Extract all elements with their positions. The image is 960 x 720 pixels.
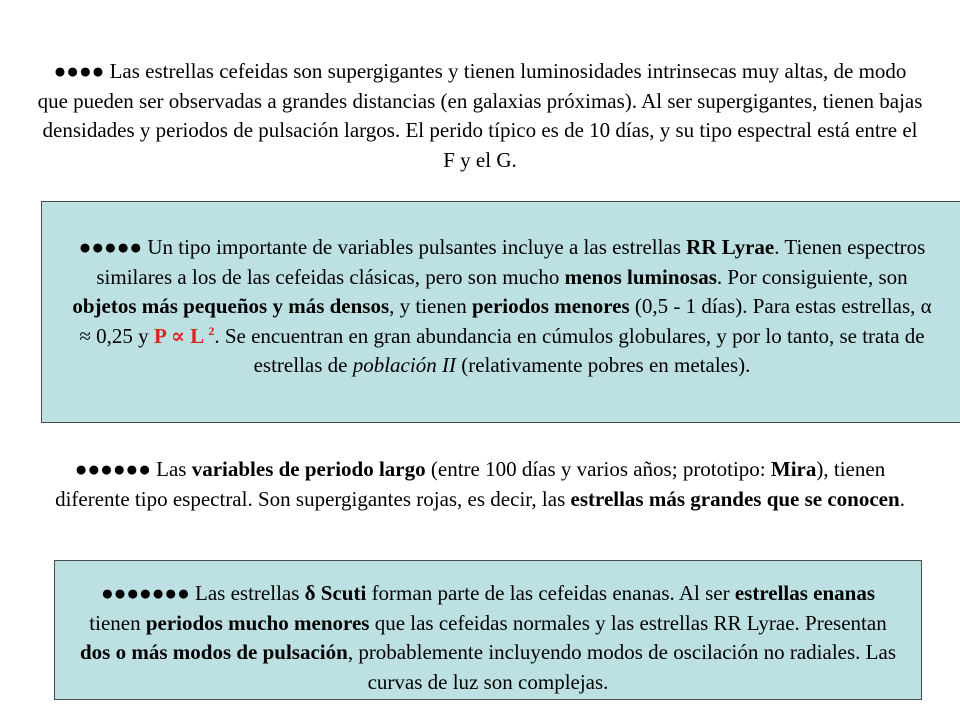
- term-variables-periodo-largo: variables de periodo largo: [191, 457, 426, 481]
- text-segment: , probablemente incluyendo modos de oscilación no radiales. Las curvas de luz son complejas.: [347, 640, 896, 694]
- alpha-symbol: α: [920, 294, 932, 318]
- text-segment: (relativamente pobres en metales).: [455, 353, 751, 377]
- text-segment: Las estrellas: [189, 581, 305, 605]
- paragraph-text: Las estrellas cefeidas son supergigantes y tienen luminosidades intrinsecas muy altas, de modo que pueden ser observadas a grandes distancias (en galaxias próximas). Al ser supergigantes, tienen bajas densidades y periodos de pulsación largos. El perido típico es de 10 días, y su tipo espectral está entre el F y el G.: [37, 59, 923, 172]
- text-segment: tienen: [89, 610, 146, 635]
- bullet-markers: ●●●●●: [78, 235, 143, 259]
- bullet-markers: ●●●●●●: [74, 457, 151, 481]
- text-segment: , y tienen: [389, 294, 472, 318]
- period-luminosity-formula: [154, 324, 214, 348]
- term-modos-pulsacion: dos o más modos de pulsación: [80, 640, 348, 664]
- term-periodos-menores: periodos menores: [471, 294, 630, 318]
- text-segment: (0,5 - 1 días). Para estas estrellas,: [629, 294, 921, 318]
- term-rr-lyrae: RR Lyrae: [686, 235, 775, 259]
- term-estrellas-mas-grandes: estrellas más grandes que se conocen: [570, 486, 900, 511]
- text-segment: ), tienen diferente tipo espectral. Son supergigantes rojas, es decir, las: [55, 457, 886, 511]
- text-segment: .: [899, 486, 905, 511]
- term-periodos-mucho-menores: periodos mucho menores: [145, 610, 370, 635]
- term-menos-luminosas: menos luminosas: [564, 264, 717, 289]
- box-delta-scuti: [54, 560, 922, 700]
- text-segment: . Se encuentran en gran abundancia en cúmulos globulares, y por lo tanto, se trata de estrellas de: [214, 323, 925, 377]
- paragraph-cefeidas: [36, 57, 924, 175]
- text-segment: que las cefeidas normales y las estrellas RR Lyrae. Presentan: [369, 610, 887, 635]
- term-estrellas-enanas: estrellas enanas: [734, 581, 876, 605]
- formula-base: P ∝ L: [153, 323, 204, 348]
- box-rr-lyrae: [41, 201, 960, 423]
- formula-exponent: 2: [208, 323, 215, 338]
- bullet-markers: ●●●●: [53, 59, 105, 83]
- text-segment: (entre 100 días y varios años; prototipo:: [425, 457, 771, 481]
- term-mira: Mira: [770, 457, 817, 481]
- paragraph-periodo-largo: [36, 455, 924, 514]
- term-pequenos-densos: objetos más pequeños y más densos: [72, 294, 390, 318]
- term-poblacion-ii: población II: [352, 353, 456, 377]
- text-segment: Un tipo importante de variables pulsantes incluye a las estrellas: [142, 235, 687, 259]
- bullet-markers: ●●●●●●●: [100, 581, 190, 605]
- text-segment: . Tienen espectros similares a los de las cefeidas clásicas, pero son mucho: [96, 235, 926, 289]
- text-segment: forman parte de las cefeidas enanas. Al ser: [366, 581, 735, 605]
- term-delta-scuti: δ Scuti: [304, 581, 367, 605]
- text-segment: . Por consiguiente, son: [716, 264, 908, 289]
- text-segment: ≈ 0,25 y: [79, 323, 154, 348]
- text-segment: Las: [150, 457, 192, 481]
